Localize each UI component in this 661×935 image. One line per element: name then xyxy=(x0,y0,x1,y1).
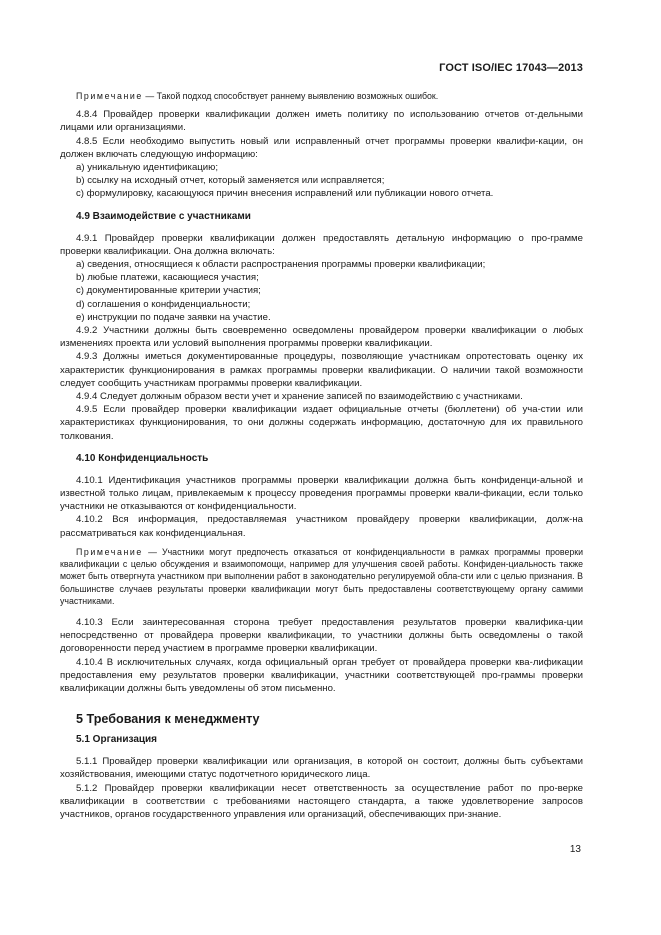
chapter-heading-5: 5 Требования к менеджменту xyxy=(76,712,260,727)
paragraph-4-8-4: 4.8.4 Провайдер проверки квалификации должен иметь политику по использованию отчетов от-дельными лицами или организациями. xyxy=(60,109,583,134)
note-confidentiality xyxy=(60,546,583,607)
list-item: b) любые платежи, касающиеся участия; xyxy=(76,272,259,284)
paragraph-4-10-2: 4.10.2 Вся информация, предоставляемая участником провайдеру проверки квалификации, долж-на рассматриваться как конфиденциальная. xyxy=(60,514,583,539)
list-item: d) соглашения о конфиденциальности; xyxy=(76,298,251,310)
standard-header: ГОСТ ISO/IEC 17043—2013 xyxy=(439,62,583,74)
note-text: Участники могут предпочесть отказаться от конфиденциальности в рамках программы проверки квалификации с целью обсуждения и взаимопомощи, например для улучшения своей работы. Конфиден-циальность также может быть отвергнута участником при выполнении работ в законодательно регулируемой обла-сти или с целью признания. В большинстве случаев результаты проверки квалификации могут быть предоставлены соответствующему органу самими участниками. xyxy=(60,546,583,606)
section-heading-5-1: 5.1 Организация xyxy=(76,734,158,746)
page-body xyxy=(60,90,583,821)
paragraph-5-1-1: 5.1.1 Провайдер проверки квалификации или организация, в которой он состоит, должны быть субъектами хозяйствования, имеющими статус подотчетного юридического лица. xyxy=(60,756,583,781)
list-item: a) уникальную идентификацию; xyxy=(76,162,218,174)
list-item: b) ссылку на исходный отчет, который заменяется или исправляется; xyxy=(76,175,385,187)
list-item: e) инструкции по подаче заявки на участие. xyxy=(76,311,271,323)
note-label: Примечание xyxy=(76,91,143,101)
section-heading-4-10: 4.10 Конфиденциальность xyxy=(76,452,209,464)
paragraph-5-1-2: 5.1.2 Провайдер проверки квалификации несет ответственность за осуществление работ по про-верке квалификации в соответствии с требованиями настоящего стандарта, а также удовлетворение запросов участников, органов государственного управления или организаций, обеспечивающих при-знание. xyxy=(60,782,583,820)
paragraph-4-9-4: 4.9.4 Следует должным образом вести учет и хранение записей по взаимодействию с участниками. xyxy=(76,391,523,403)
note-text: Такой подход способствует раннему выявлению возможных ошибок. xyxy=(156,91,439,101)
paragraph-4-8-5: 4.8.5 Если необходимо выпустить новый или исправленный отчет программы проверки квалифи-кации, он должен включать следующую информацию: xyxy=(60,135,583,160)
paragraph-4-9-2: 4.9.2 Участники должны быть своевременно осведомлены провайдером проверки квалификации о любых изменениях проекта или условий выполнения программы проверки квалификации. xyxy=(60,325,583,350)
list-item: c) формулировку, касающуюся причин внесения исправлений или публикации нового отчета. xyxy=(76,188,494,200)
note-label: Примечание xyxy=(76,546,143,557)
paragraph-4-10-1: 4.10.1 Идентификация участников программы проверки квалификации должна быть конфиденци-альной и известной только лицам, привлекаемым к процессу проведения программы проверки квали-фикации, если только участники не отказываются от конфиденциальности. xyxy=(60,474,583,513)
list-item: a) сведения, относящиеся к области распространения программы проверки квалификации; xyxy=(76,259,486,271)
paragraph-4-10-3: 4.10.3 Если заинтересованная сторона требует предоставления результатов проверки квалифика-ции непосредственно от провайдера проверки квалификации, то участники должны быть осведомлены о такой договоренности перед участием в программе проверки квалификации. xyxy=(60,616,583,655)
note-dash: — xyxy=(142,91,157,101)
paragraph-4-9-1: 4.9.1 Провайдер проверки квалификации должен предоставлять детальную информацию о про-грамме проверки квалификации. Она должна включать: xyxy=(60,232,583,257)
page-number: 13 xyxy=(569,844,581,855)
paragraph-4-10-4: 4.10.4 В исключительных случаях, когда официальный орган требует от провайдера проверки ква-лификации предоставления ему результатов проверки квалификации, участники соответствующей про-граммы проверки квалификации должны быть уведомлены об этом письменно. xyxy=(60,656,583,694)
section-heading-4-9: 4.9 Взаимодействие с участниками xyxy=(76,210,251,222)
paragraph-4-9-3: 4.9.3 Должны иметься документированные процедуры, позволяющие участникам опротестовать оценку их характеристик функционирования в рамках программы проверки квалификации. О наличии такой возможности следует сообщить участникам программы проверки квалификации. xyxy=(60,351,583,389)
paragraph-4-9-5: 4.9.5 Если провайдер проверки квалификации издает официальные отчеты (бюллетени) об уча-стии или характеристиках функционирования, то они должны содержать информацию, достаточную для их правильного толкования. xyxy=(60,404,583,442)
note-dash: — xyxy=(142,546,163,557)
list-item: c) документированные критерии участия; xyxy=(76,285,261,297)
note-early-errors xyxy=(60,90,583,102)
